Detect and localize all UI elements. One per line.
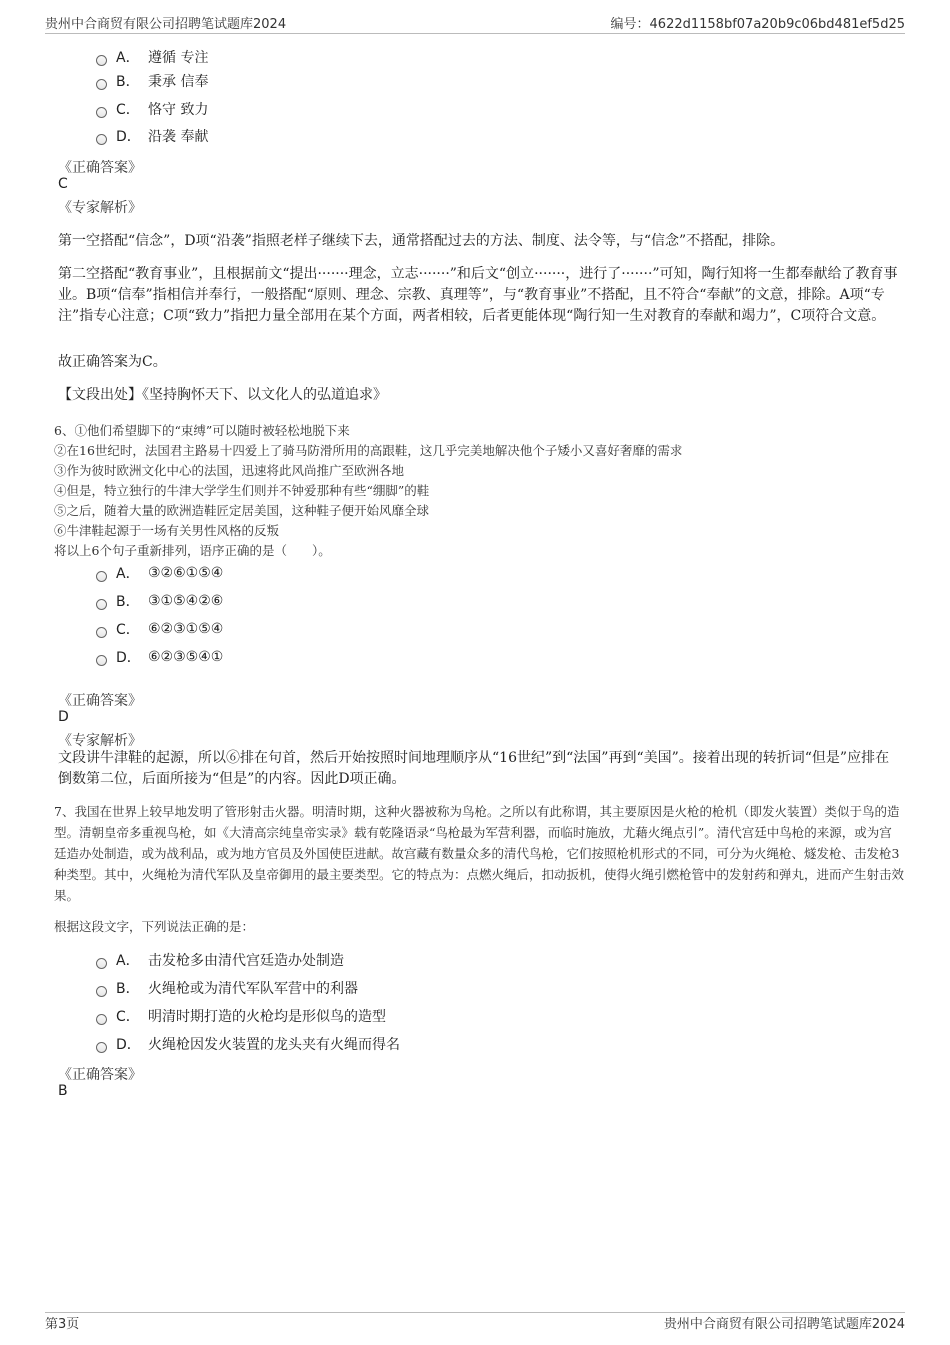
radio-button-icon[interactable] [96,655,107,666]
correct-answer: B [58,1083,68,1099]
radio-button-icon[interactable] [96,571,107,582]
q5-option-c[interactable]: C． 恪守 致力 [96,98,208,120]
q5-option-b[interactable]: B． 秉承 信奉 [96,70,208,92]
radio-button-icon[interactable] [96,1014,107,1025]
analysis-paragraph: 文段讲牛津鞋的起源，所以⑥排在句首，然后开始按照时间地理顺序从“16世纪”到“法国”再到“美国”。接着出现的转折词“但是”应排在倒数第二位，后面所接为“但是”的内容。因此D项正确。 [58,750,890,787]
source-citation: 【文段出处】《坚持胸怀天下、以文化人的弘道追求》 [58,387,387,403]
radio-button-icon[interactable] [96,1042,107,1053]
q6-option-b[interactable]: B． ③①⑤④②⑥ [96,590,223,612]
sentence-item: ②在16世纪时，法国君主路易十四爱上了骑马防滑所用的高跟鞋，这几乎完美地解决他个子矮小又喜好奢靡的需求 [54,443,683,458]
answer-label: 《正确答案》 [58,693,142,709]
q5-option-a[interactable]: A． 遵循 专注 [96,46,208,68]
header-divider [45,33,905,34]
sentence-item: ⑤之后，随着大量的欧洲造鞋匠定居美国，这种鞋子便开始风靡全球 [54,503,430,518]
q7-option-d[interactable]: D． 火绳枪因发火装置的龙头夹有火绳而得名 [96,1033,400,1055]
radio-button-icon[interactable] [96,79,107,90]
q7-option-b[interactable]: B． 火绳枪或为清代军队军营中的利器 [96,977,358,999]
footer-title: 贵州中合商贸有限公司招聘笔试题库2024 [663,1317,905,1332]
question-prompt: 将以上6个句子重新排列，语序正确的是（ ）。 [54,543,331,558]
answer-label: 《正确答案》 [58,160,142,176]
q6-option-d[interactable]: D． ⑥②③⑤④① [96,646,223,668]
analysis-conclusion: 故正确答案为C。 [58,354,167,370]
radio-button-icon[interactable] [96,134,107,145]
radio-button-icon[interactable] [96,958,107,969]
page-number: 第3页 [45,1317,80,1332]
answer-label: 《正确答案》 [58,1067,142,1083]
radio-button-icon[interactable] [96,107,107,118]
q6-option-a[interactable]: A． ③②⑥①⑤④ [96,562,223,584]
sentence-item: ⑥牛津鞋起源于一场有关男性风格的反叛 [54,523,280,538]
analysis-label: 《专家解析》 [58,733,142,749]
radio-button-icon[interactable] [96,986,107,997]
question-stem: 6、①他们希望脚下的“束缚”可以随时被轻松地脱下来 [54,423,350,438]
question-prompt: 根据这段文字，下列说法正确的是： [54,919,255,934]
header-title: 贵州中合商贸有限公司招聘笔试题库2024 [45,17,287,32]
correct-answer: D [58,709,69,725]
correct-answer: C [58,176,68,192]
radio-button-icon[interactable] [96,599,107,610]
radio-button-icon[interactable] [96,55,107,66]
q6-option-c[interactable]: C． ⑥②③①⑤④ [96,618,223,640]
q5-option-d[interactable]: D． 沿袭 奉献 [96,125,208,147]
q7-option-c[interactable]: C． 明清时期打造的火枪均是形似鸟的造型 [96,1005,386,1027]
analysis-label: 《专家解析》 [58,200,142,216]
sentence-item: ③作为彼时欧洲文化中心的法国，迅速将此风尚推广至欧洲各地 [54,463,405,478]
document-id: 编号：4622d1158bf07a20b9c06bd481ef5d25 [610,17,905,32]
sentence-item: ④但是，特立独行的牛津大学学生们则并不钟爱那种有些“绷脚”的鞋 [54,483,430,498]
analysis-paragraph: 第一空搭配“信念”，D项“沿袭”指照老样子继续下去，通常搭配过去的方法、制度、法令等，与“信念”不搭配，排除。 [58,233,785,249]
q7-option-a[interactable]: A． 击发枪多由清代宫廷造办处制造 [96,949,344,971]
radio-button-icon[interactable] [96,627,107,638]
analysis-paragraph: 第二空搭配“教育事业”，且根据前文“提出·······理念，立志·······”和后文“创立·······，进行了·······”可知，陶行知将一生都奉献给了教育事业。B项“信奉”指相信并奉行，一般搭配“原则、理念、宗教、真理等”，与“教育事业”不搭配，且不符合“奉献”的文意，排除。A项“专注”指专心注意；C项“致力”指把力量全部用在某个方面，两者相较，后者更能体现“陶行知一生对教育的奉献和竭力”，C项符合文意。 [58,266,898,324]
question-stem: 7、我国在世界上较早地发明了管形射击火器。明清时期，这种火器被称为鸟枪。之所以有此称谓，其主要原因是火枪的枪机（即发火装置）类似于鸟的造型。清朝皇帝多重视鸟枪，如《大清高宗纯皇帝实录》载有乾隆语录“鸟枪最为军营利器，而临时施放，尤藉火绳点引”。清代宫廷中鸟枪的来源，或为宫廷造办处制造，或为战利品，或为地方官员及外国使臣进献。故宫藏有数量众多的清代鸟枪，它们按照枪机形式的不同，可分为火绳枪、燧发枪、击发枪3种类型。其中，火绳枪为清代军队及皇帝御用的最主要类型。它的特点为：点燃火绳后，扣动扳机，使得火绳引燃枪管中的发射药和弹丸，进而产生射击效果。 [54,804,905,903]
